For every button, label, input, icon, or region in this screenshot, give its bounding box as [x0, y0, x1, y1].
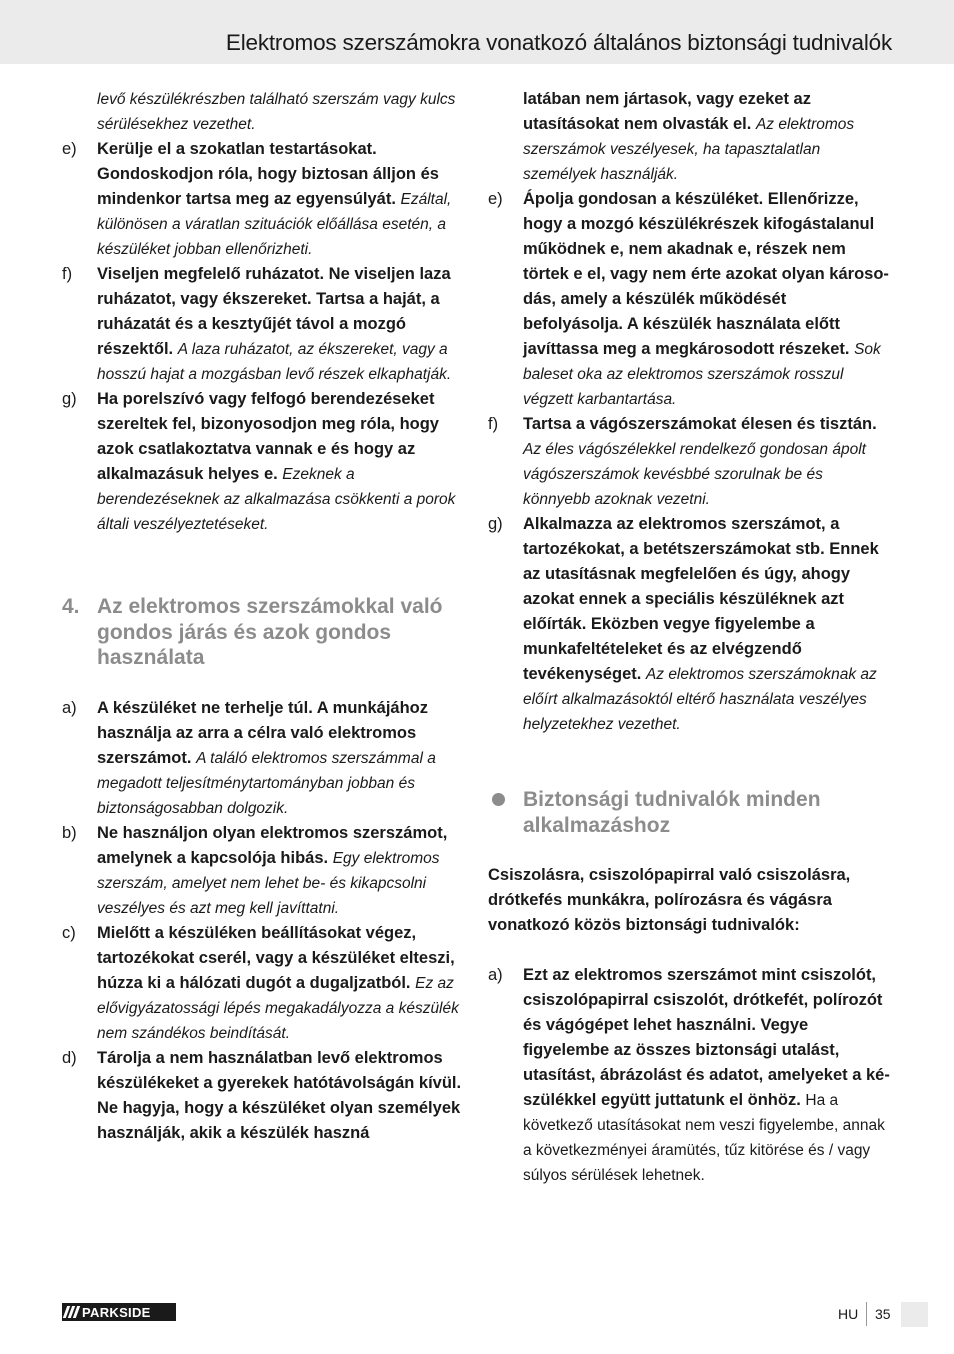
section-heading-4: [62, 594, 464, 671]
continued-paragraph: [488, 87, 890, 187]
brand-name: PARKSIDE: [82, 1304, 151, 1320]
bold-instruction: Ápolja gondosan a készüléket. Ellenőrizze, hogy a mozgó készülékrészek kifogástalanul működnek e, nem akadnak e, részek nem törtek e el, vagy nem érte azokat olyan károsodás, amely a készülék működését befolyásolja. A készülék használata előtt javíttassa meg a megkárosodott részeket.: [523, 190, 889, 358]
bold-instruction: Tárolja a nem használatban levő elektromos készülékeket a gyerekek hatótávolságán kívül. Ne hagyja, hogy a készüléket olyan személyek használják, akik a készülék haszná: [97, 1048, 462, 1142]
bold-instruction: Ha porelszívó vagy felfogó berendezéseket szereltek fel, bizonyosodjon meg róla, hogy azok csatlakoztatva vannak e és hogy az alkalmazásuk helyes e.: [97, 390, 439, 483]
bold-instruction: Mielőtt a készüléken beállításokat végez, tartozékokat cserél, vagy a készüléket elteszi, húzza ki a hálózati dugót a dugaljzatból.: [97, 923, 455, 992]
italic-explanation: Az elektromos szerszámok veszélyesek, ha tapasztalatlan személyek használják.: [523, 116, 855, 183]
item-label: a): [62, 698, 77, 717]
bold-instruction: latában nem jártasok, vagy ezeket az utasításokat nem olvasták el.: [523, 90, 811, 133]
italic-explanation: Ezáltal, különösen a váratlan szituációk előállása esetén, a készüléket jobban ellenőrizheti.: [97, 191, 452, 258]
item-label: f): [488, 415, 499, 433]
list-item-c: [62, 921, 464, 1046]
normal-explanation: Ha a következő utasításokat nem veszi figyelembe, annak a következményei áramütés, tűz kitörése és / vagy súlyos sérülések lehetnek.: [523, 1092, 885, 1184]
list-item-g: [62, 387, 464, 537]
continued-paragraph: [62, 87, 464, 137]
list-item-f: [62, 262, 464, 387]
right-column: [488, 87, 890, 1188]
bold-instruction: Tartsa a vágószerszámokat élesen és tisztán.: [523, 415, 877, 433]
italic-explanation: A találó elektromos szerszámmal a megadott teljesítménytartományban jobban és biztonságosabban dolgozik.: [97, 749, 436, 817]
section-number: 4.: [62, 595, 80, 618]
list-item-g: [488, 512, 890, 737]
italic-explanation: Egy elektromos szerszám, amelyet nem lehet be- és kikapcsolni veszélyes és azt meg kell javíttatni.: [97, 849, 440, 917]
italic-explanation: Az éles vágószélekkel rendelkező gondosan ápolt vágószerszámok kevésbbé szorulnak be és könnyebb azoknak vezetni.: [523, 441, 866, 508]
item-label: e): [62, 140, 77, 158]
italic-explanation: Ez az elővigyázatossági lépés megakadályozza a készülék nem szándékos beindítását.: [97, 974, 459, 1042]
page-number: 35: [875, 1306, 891, 1322]
section-title: Az elektromos szerszámokkal való gondos járás és azok gondos használata: [97, 595, 443, 669]
list-item-f: [488, 412, 890, 512]
italic-explanation: Ezeknek a berendezéseknek az alkalmazása csökkenti a porok általi veszélyeztetéseket.: [97, 466, 456, 533]
item-label: d): [62, 1048, 77, 1067]
item-label: c): [62, 923, 76, 942]
list-item-a: [62, 696, 464, 821]
italic-explanation: Az elektromos szerszámoknak az előírt alkalmazásoktól eltérő használata veszélyes helyzetekhez vezethet.: [523, 666, 877, 733]
section-heading-safety: [488, 787, 890, 838]
item-label: g): [488, 515, 503, 533]
item-label: f): [62, 265, 73, 283]
list-item-d: [62, 1046, 464, 1146]
footer-divider: [866, 1302, 867, 1326]
language-code: HU: [838, 1306, 859, 1322]
item-label: g): [62, 390, 77, 408]
list-item-e: [488, 187, 890, 412]
logo-stripes-icon: [62, 1306, 82, 1318]
bullet-dot-icon: [492, 793, 505, 806]
bold-instruction: Viseljen megfelelő ruházatot. Ne viseljen laza ruházatot, vagy ékszereket. Tartsa a haját, a ruházatát és a kesztyűjét távol a mozgó részektől.: [97, 265, 451, 358]
list-item-b: [62, 821, 464, 921]
parkside-logo: [62, 1303, 176, 1321]
section-title: Biztonsági tudnivalók minden alkalmazáshoz: [523, 788, 821, 837]
intro-paragraph: Csiszolásra, csiszolópapirral való csiszolásra, drótkefés munkákra, polírozásra és vágásra vonatkozó közös biztonsági tudnivalók:: [488, 866, 851, 934]
item-label: a): [488, 966, 503, 984]
italic-explanation: Sok baleset oka az elektromos szerszámok rosszul végzett karbantartása.: [523, 341, 881, 408]
page-header: [0, 0, 954, 64]
item-label: e): [488, 190, 503, 208]
page-title: Elektromos szerszámokra vonatkozó általános biztonsági tudnivalók: [225, 30, 892, 55]
bold-instruction: Ezt az elektromos szerszámot mint csiszolót, csiszolópapirral csiszolót, drótkefét, polírozót és vágógépet lehet használni. Vegye figyelembe az összes biztonsági utalást, utasítást, ábrázolást és adatot, amelyeket a készülékkel együtt juttatunk el önhöz.: [523, 966, 890, 1109]
bold-instruction: Kerülje el a szokatlan testartásokat. Gondoskodjon róla, hogy biztosan álljon és mindenkor tartsa meg az egyensúlyát.: [97, 140, 439, 208]
italic-text: levő készülékrészben található szerszám vagy kulcs sérülésekhez vezethet.: [97, 91, 456, 133]
left-column: [62, 87, 464, 1146]
italic-explanation: A laza ruházatot, az ékszereket, vagy a hosszú hajat a mozgásban levő részek elkaphatják.: [97, 341, 452, 383]
item-label: b): [62, 823, 77, 842]
bold-instruction: Ne használjon olyan elektromos szerszámot, amelynek a kapcsolója hibás.: [97, 823, 448, 867]
bold-instruction: A készüléket ne terhelje túl. A munkájához használja az arra a célra való elektromos szerszámot.: [97, 698, 429, 767]
list-item-e: [62, 137, 464, 262]
footer-tab: [901, 1302, 928, 1327]
bold-instruction: Alkalmazza az elektromos szerszámot, a tartozékokat, a betétszerszámokat stb. Ennek az utasításnak megfelelően és úgy, ahogy azokat ennek a speciális készüléknek azt előírták. Eközben vegye figyelembe a munkafeltételeket és az elvégzendő tevékenységet.: [523, 515, 879, 683]
list-item-a: [488, 963, 890, 1188]
